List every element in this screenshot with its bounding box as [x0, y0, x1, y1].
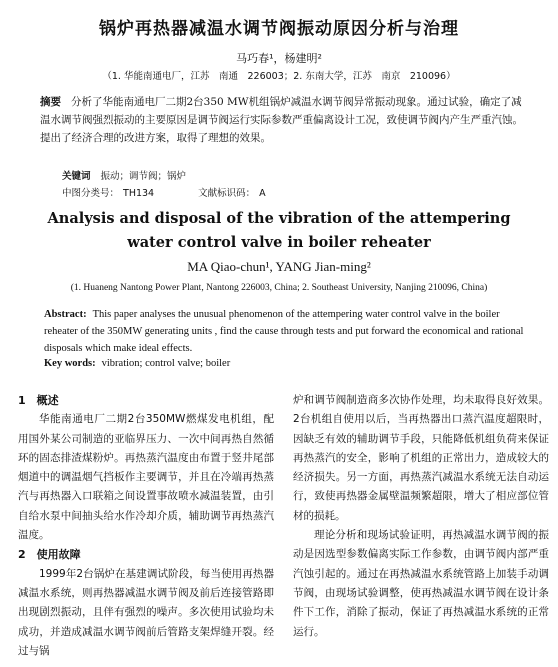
section-2-second-paragraph: 理论分析和现场试验证明，再热减温水调节阀的振动是因选型参数偏离实际工作参数，由调节阀内部严重汽蚀引起的。通过在再热减温水系统管路上加装手动调节阀，由现场试验调整，使再热减温水调节阀在设计条件下工作，消除了振动，保证了再热减温水系统的正常运行。: [293, 529, 549, 638]
keywords-cn-label: 关键词: [62, 171, 91, 182]
authors-en: MA Qiao-chun¹, YANG Jian-ming²: [187, 259, 371, 274]
title-en-line1: Analysis and disposal of the vibration of the attempering: [47, 210, 511, 227]
authors-cn: 马巧春¹，杨建明²: [236, 52, 322, 65]
keywords-en-text: vibration; control valve; boiler: [101, 358, 231, 369]
paper-title-cn: 锅炉再热器减温水调节阀振动原因分析与治理: [99, 19, 459, 39]
section-1-heading: 1 概述: [18, 394, 59, 407]
doc-code-label: 文献标识码：: [198, 188, 256, 199]
abstract-cn-label: 摘要: [40, 96, 61, 108]
clc-value: TH134: [123, 188, 155, 199]
classification-line: [62, 185, 270, 199]
section-2-heading: 2 使用故障: [18, 548, 81, 562]
abstract-en: [44, 306, 528, 357]
clc-label: 中图分类号：: [62, 188, 120, 199]
title-en-line2: water control valve in boiler reheater: [127, 234, 431, 251]
paper-title-en: [0, 207, 558, 255]
keywords-en: [44, 358, 230, 369]
section-2-paragraph: 1999年2台锅炉在基建调试阶段，每当使用再热器减温水系统，则再热器减温水调节阀及前后连接管路即出现剧烈振动，且伴有强烈的噪声。多次使用试验均未成功，并造成减温水调节阀前后管路支架焊缝开裂。经过与锅: [18, 567, 274, 657]
affiliation-en: (1. Huaneng Nantong Power Plant, Nantong 226003, China; 2. Southeast University, Nanjing 210096, China): [70, 283, 488, 293]
doc-code-value: A: [259, 188, 266, 199]
body-left-column: [18, 391, 274, 661]
affiliation-cn: （1. 华能南通电厂，江苏 南通 226003；2. 东南大学，江苏 南京 210096）: [102, 71, 456, 82]
section-2-continued-paragraph: 炉和调节阀制造商多次协作处理，均未取得良好效果。2台机组自使用以后，当再热器出口蒸汽温度超限时，因缺乏有效的辅助调节手段，只能降低机组负荷来保证再热蒸汽的安全，影响了机组的正常出力，造成较大的经济损失。另一方面，再热蒸汽减温水系统无法自动运行，致使再热器金属壁温频繁超限，增大了相应部位管材的损耗。: [293, 394, 549, 522]
body-right-column: [293, 391, 549, 642]
abstract-cn: [40, 93, 532, 147]
abstract-en-label: Abstract:: [44, 309, 87, 320]
keywords-cn-text: 振动；调节阀；锅炉: [100, 171, 187, 182]
keywords-en-label: Key words:: [44, 358, 96, 369]
section-1-paragraph: 华能南通电厂二期2台350MW燃煤发电机组，配用国外某公司制造的亚临界压力、一次中间再热自然循环的固态排渣煤粉炉。再热蒸汽温度由布置于竖井尾部烟道中的调温烟气挡板作主要调节，并且在冷端再热蒸汽与再热器入口联箱之间设置事故喷水减温装置，由引自给水泵中间抽头给水作冷却介质，辅助调节再热蒸汽温度。: [18, 413, 274, 542]
abstract-cn-text: 分析了华能南通电厂二期2台350 MW机组锅炉减温水调节阀异常振动现象。通过试验，确定了减温水调节阀强烈振动的主要原因是调节阀运行实际参数严重偏离设计工况，致使调节阀内产生严重汽蚀。提出了经济合理的改进方案，取得了理想的效果。: [40, 96, 523, 144]
abstract-en-text: This paper analyses the unusual phenomenon of the attempering water control valve in the boiler reheater of the 350MW generating units , find the cause through tests and put forward the economical and rational disposals which make ideal effects.: [44, 309, 524, 354]
keywords-cn: [62, 168, 186, 182]
